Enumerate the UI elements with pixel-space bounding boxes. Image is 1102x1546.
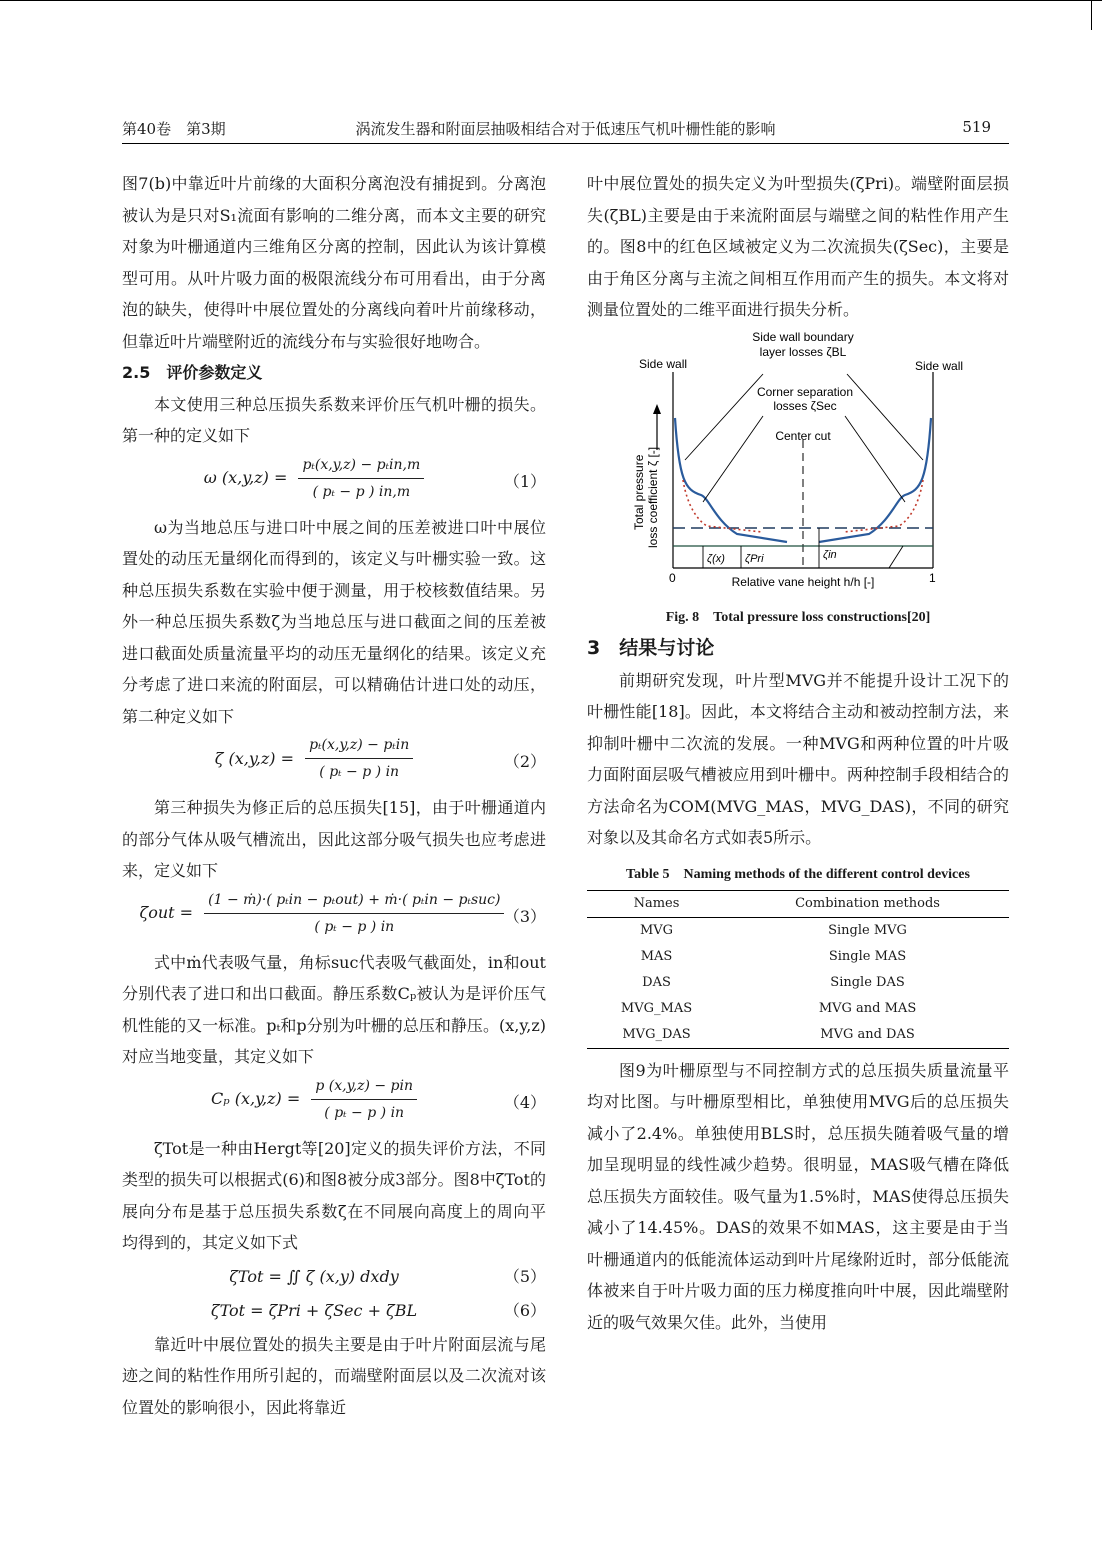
x-tick-0: 0: [669, 570, 676, 585]
paragraph: 叶中展位置处的损失定义为叶型损失(ζPri)。端壁附面层损失(ζBL)主要是由于来流附面层与端壁之间的粘性作用产生的。图8中的红色区域被定义为二次流损失(ζSec)，主要是由于角区分离与主流之间相互作用而产生的损失。本文将对测量位置处的二维平面进行损失分析。: [587, 174, 1009, 319]
y-axis-label-2: loss coefficient ζ [-]: [646, 446, 660, 548]
secondary-loss-right: [844, 480, 923, 532]
table-cell: Single MVG: [828, 922, 907, 938]
label-side-wall-right: Side wall: [915, 358, 964, 373]
label-side-wall-bl: Side wall boundary: [752, 329, 854, 344]
equation-2: [122, 734, 546, 790]
page-number: 519: [962, 118, 991, 136]
equation-5: [122, 1261, 546, 1293]
loss-curve-left: [675, 418, 787, 542]
leader-line: [685, 374, 763, 460]
table-cell: DAS: [642, 974, 671, 990]
figure-caption: Fig. 8 Total pressure loss constructions[20]: [665, 609, 931, 625]
paragraph: 图7(b)中靠近叶片前缘的大面积分离泡没有捕捉到。分离泡被认为是只对S₁流面有影响的二维分离，而本文主要的研究对象为叶栅通道内三维角区分离的控制，因此认为该计算模型可用。从叶片吸力面的极限流线分布可用看出，由于分离泡的缺失，使得叶中展位置处的分离线向着叶片前缘移动，但靠近叶片端壁附近的流线分布与实验很好地吻合。: [122, 174, 546, 351]
label-zeta-in: ζin: [823, 548, 837, 561]
table-header-row: [587, 890, 1009, 917]
x-tick-1: 1: [929, 570, 936, 585]
equation-number: （6）: [503, 1300, 546, 1320]
equation-denominator: ( pₜ − p ) in,m: [312, 483, 411, 500]
paragraph: 本文使用三种总压损失系数来评价压气机叶栅的损失。第一种的定义如下: [122, 394, 546, 445]
equation-lhs: ζout =: [139, 903, 194, 923]
equation-number: （1）: [503, 471, 546, 491]
equation-body: ζTot = ∬ ζ (x,y) dxdy: [229, 1266, 399, 1286]
equation-numerator: pₜ(x,y,z) − pₜin,m: [298, 454, 424, 479]
equation-denominator: ( pₜ − p ) in: [324, 1104, 405, 1121]
column-header: Names: [633, 895, 680, 911]
annotation-tick: [889, 546, 903, 568]
table-row: [587, 996, 1009, 1022]
equation-number: （3）: [503, 906, 546, 926]
equation-body: ζTot = ζPri + ζSec + ζBL: [210, 1300, 418, 1320]
equation-1: [122, 454, 546, 510]
label-center-cut: Center cut: [775, 428, 831, 443]
label-zeta-x: ζ(x): [707, 552, 725, 565]
leader-line: [703, 416, 763, 502]
table-row: [587, 1022, 1009, 1049]
right-column: [587, 168, 1009, 1338]
leader-line: [847, 374, 923, 460]
label-side-wall-bl-2: layer losses ζBL: [759, 344, 847, 359]
column-header: Combination methods: [795, 895, 940, 911]
paragraph: ζTot是一种由Hergt等[20]定义的损失评价方法，不同类型的损失可以根据式(6)和图8被分成3部分。图8中ζTot的展向分布是基于总压损失系数ζ在不同展向高度上的周向平均得到的，其定义如下式: [122, 1138, 546, 1252]
equation-lhs: ω (x,y,z) =: [203, 468, 288, 488]
page-top-rule: [0, 0, 1102, 1]
section-heading-3: 3 结果与讨论: [587, 637, 715, 659]
table-cell: MVG and MAS: [818, 1000, 917, 1016]
page-corner-mark: [1091, 0, 1092, 30]
loss-construction-diagram: [587, 330, 1009, 600]
equation-numerator: pₜ(x,y,z) − pₜin: [305, 734, 413, 759]
table-cell: MAS: [640, 948, 673, 964]
paragraph: 前期研究发现，叶片型MVG并不能提升设计工况下的叶栅性能[18]。因此，本文将结合主动和被动控制方法，来抑制叶栅中二次流的发展。一种MVG和两种位置的叶片吸力面附面层吸气槽被应用到叶栅中。两种控制手段相结合的方法命名为COM(MVG_MAS，MVG_DAS)，不同的研究对象以及其命名方式如表5所示。: [587, 670, 1009, 847]
running-title: 涡流发生器和附面层抽吸相结合对于低速压气机叶栅性能的影响: [355, 120, 776, 138]
label-side-wall-left: Side wall: [639, 356, 688, 371]
equation-lhs: ζ (x,y,z) =: [214, 748, 295, 768]
equation-numerator: p (x,y,z) − pin: [311, 1075, 417, 1100]
paragraph: 图9为叶栅原型与不同控制方式的总压损失质量流量平均对比图。与叶栅原型相比，单独使用MVG后的总压损失减小了2.4%。单独使用BLS时，总压损失随着吸气量的增加呈现明显的线性减少趋势。很明显，MAS吸气槽在降低总压损失方面较佳。吸气量为1.5%时，MAS使得总压损失减小了14.45%。DAS的效果不如MAS，这主要是由于当叶栅通道内的低能流体运动到叶片尾缘附近时，部分低能流体被来自于叶片吸力面的压力梯度推向叶中展，因此端壁附近的吸气效果欠佳。此外，当使用: [587, 1060, 1009, 1332]
table-cell: MVG: [639, 922, 674, 938]
y-axis-label: Total pressure: [632, 454, 646, 530]
table-row: [587, 917, 1009, 944]
left-column: [122, 168, 546, 1423]
paragraph: ω为当地总压与进口叶中展之间的压差被进口叶中展位置处的动压无量纲化而得到的，该定义与叶栅实验一致。这种总压损失系数在实验中便于测量，用于校核数值结果。另外一种总压损失系数ζ为当地总压与进口截面之间的压差被进口截面处质量流量平均的动压无量纲化的结果。该定义充分考虑了进口来流的附面层，可以精确估计进口处的动压，第二种定义如下: [122, 517, 546, 726]
table-caption: Table 5 Naming methods of the different control devices: [626, 866, 970, 882]
figure-8: [587, 330, 1009, 600]
equation-number: （2）: [503, 752, 546, 771]
header-rule: [122, 143, 1009, 144]
equation-number: （4）: [503, 1092, 546, 1112]
arrow-head-icon: [653, 404, 661, 414]
table-5: [587, 890, 1009, 1049]
label-corner-separation: Corner separation: [756, 384, 854, 399]
running-header: [122, 112, 1009, 142]
label-corner-separation-2: losses ζSec: [773, 398, 837, 413]
equation-denominator: ( pₜ − p ) in: [319, 764, 400, 780]
x-axis-label: Relative vane height h/h [-]: [731, 574, 875, 589]
table-cell: MVG_DAS: [622, 1026, 691, 1042]
equation-denominator: ( pₜ − p ) in: [314, 918, 395, 935]
table-cell: MVG_MAS: [620, 1000, 693, 1016]
table-row: [587, 944, 1009, 970]
journal-volume: 第40卷 第3期: [122, 120, 226, 138]
equation-3: [122, 889, 546, 945]
equation-6: [122, 1295, 546, 1327]
table-cell: MVG and DAS: [820, 1026, 915, 1042]
paragraph: 第三种损失为修正后的总压损失[15]，由于叶栅通道内的部分气体从吸气槽流出，因此这部分吸气损失也应考虑进来，定义如下: [122, 798, 546, 880]
table-cell: Single MAS: [828, 948, 907, 964]
equation-4: [122, 1075, 546, 1131]
section-heading-2-5: 2.5 评价参数定义: [122, 363, 263, 382]
equation-number: （5）: [503, 1266, 546, 1286]
paragraph: 式中ṁ代表吸气量，角标suc代表吸气截面处，in和out分别代表了进口和出口截面。静压系数Cₚ被认为是评价压气机性能的又一标准。pₜ和p分别为叶栅的总压和静压。(x,y,z)对应当地变量，其定义如下: [122, 952, 546, 1066]
secondary-loss-left: [683, 480, 762, 532]
paragraph: 靠近叶中展位置处的损失主要是由于叶片附面层流与尾迹之间的粘性作用所引起的，而端壁附面层以及二次流对该位置处的影响很小，因此将靠近: [122, 1334, 546, 1417]
equation-numerator: (1 − ṁ)·( pₜin − pₜout) + ṁ·( pₜin − pₜsuc): [204, 889, 504, 914]
label-zeta-pri: ζPri: [745, 552, 764, 565]
loss-curve-right: [819, 418, 931, 542]
equation-lhs: Cₚ (x,y,z) =: [211, 1089, 301, 1109]
table-cell: Single DAS: [830, 974, 905, 990]
table-row: [587, 970, 1009, 996]
